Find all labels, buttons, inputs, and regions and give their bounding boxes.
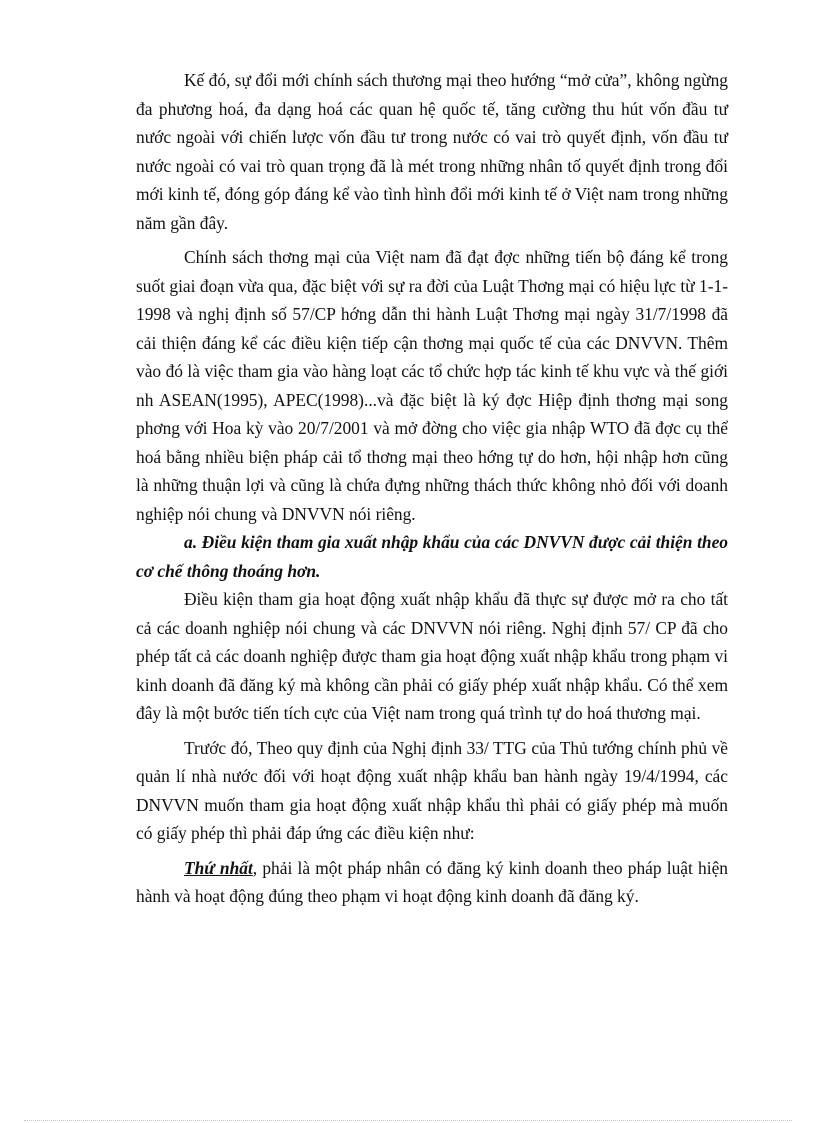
first-condition-text: , phải là một pháp nhân có đăng ký kinh doanh theo pháp luật hiện hành và hoạt động đúng theo phạm vi hoạt động kinh doanh đã đăng ký. — [136, 857, 728, 906]
paragraph-first-condition — [136, 854, 728, 911]
page-bottom-dotted-rule — [24, 1120, 792, 1121]
section-heading-a: a. Điều kiện tham gia xuất nhập khẩu của các DNVVN được cải thiện theo cơ chế thông thoáng hơn. — [136, 532, 728, 581]
paragraph-trade-policy-progress: Chính sách thơng mại của Việt nam đã đạt đợc những tiến bộ đáng kể trong suốt giai đoạn vừa qua, đặc biệt với sự ra đời của Luật Thơng mại có hiệu lực từ 1-1-1998 và nghị định số 57/CP hớng dẫn thi hành Luật Thơng mại ngày 31/7/1998 đã cải thiện đáng kể các điều kiện tiếp cận thơng mại quốc tế của các DNVVN. Thêm vào đó là việc tham gia vào hàng loạt các tổ chức hợp tác kinh tế khu vực và thế giới nh ASEAN(1995), APEC(1998)...và đặc biệt là ký đợc Hiệp định thơng mại song phơng với Hoa kỳ vào 20/7/2001 và mở đờng cho việc gia nhập WTO đã đợc cụ thể hoá bằng nhiều biện pháp cải tổ thơng mại theo hớng tự do hơn, hội nhập hơn cũng là những thuận lợi và cũng là chứa đựng những thách thức không nhỏ đối với doanh nghiệp nói chung và DNVVN nói riêng. — [136, 247, 728, 524]
paragraph-export-conditions: Điều kiện tham gia hoạt động xuất nhập khẩu đã thực sự được mở ra cho tất cả các doanh nghiệp nói chung và các DNVVN nói riêng. Nghị định 57/ CP đã cho phép tất cả các doanh nghiệp được tham gia hoạt động xuất nhập khẩu trong phạm vi kinh doanh đã đăng ký mà không cần phải có giấy phép xuất nhập khẩu. Có thể xem đây là một bước tiến tích cực của Việt nam trong quá trình tự do hoá thương mại. — [136, 589, 728, 723]
document-page — [136, 66, 728, 911]
paragraph-previous-regulation: Trước đó, Theo quy định của Nghị định 33/ TTG của Thủ tướng chính phủ về quản lí nhà nước đối với hoạt động xuất nhập khẩu ban hành ngày 19/4/1994, các DNVVN muốn tham gia hoạt động xuất nhập khẩu thì phải có giấy phép mà muốn có giấy phép thì phải đáp ứng các điều kiện như: — [136, 737, 728, 843]
first-condition-lead: Thứ nhất — [184, 857, 253, 878]
paragraph-trade-policy-reform: Kế đó, sự đổi mới chính sách thương mại theo hướng “mở cửa”, không ngừng đa phương hoá, đa dạng hoá các quan hệ quốc tế, tăng cường thu hút vốn đầu tư nước ngoài với chiến lược vốn đầu tư trong nước có vai trò quyết định, vốn đầu tư nước ngoài có vai trò quan trọng đã là mét trong những nhân tố quyết định trong đổi mới kinh tế, đóng góp đáng kể vào tình hình đổi mới kinh tế ở Việt nam trong những năm gần đây. — [136, 70, 728, 233]
